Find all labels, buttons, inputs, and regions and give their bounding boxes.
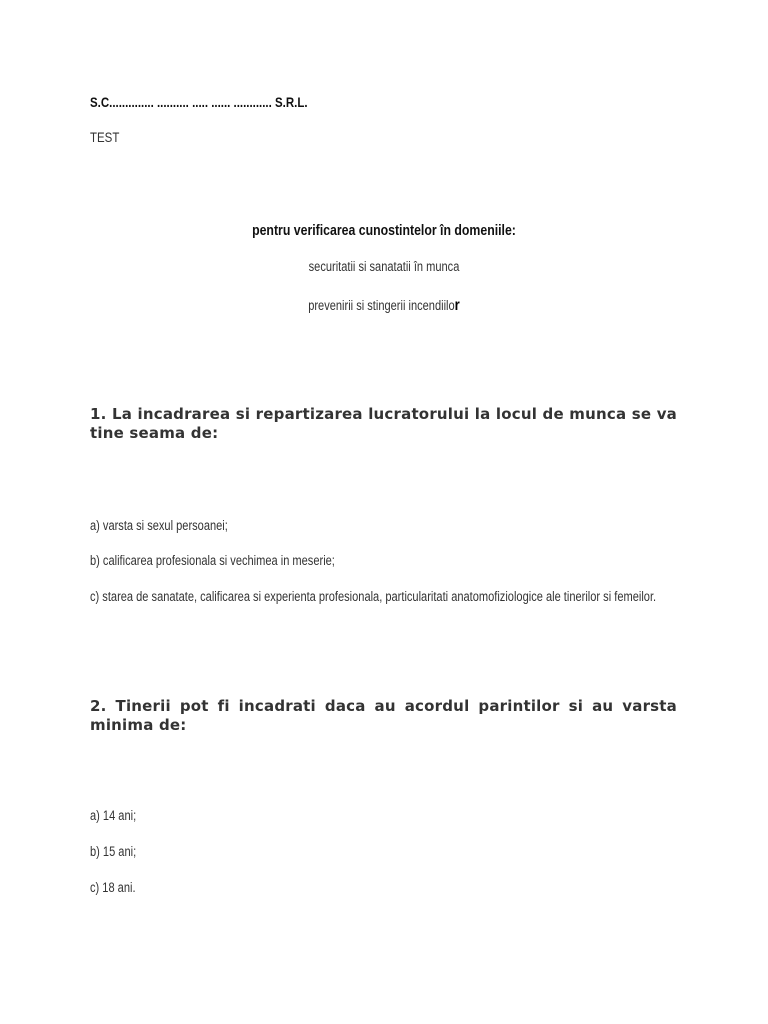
question-2: 2. Tinerii pot fi incadrati daca au acordul parintilor si au varsta minima de: [90, 697, 677, 734]
question-1-answer-b: b) calificarea profesionala si vechimea in meserie; [90, 553, 335, 568]
domain-item-fire [69, 297, 699, 315]
document-type: TEST [90, 129, 120, 145]
domain-item-fire-last-letter: r [454, 297, 460, 314]
question-1-answer-c: c) starea de sanatate, calificarea si experienta profesionala, particularitati anatomofiziologice ale tinerilor si femeilor. [90, 589, 657, 604]
company-name: S.C.............. .......... ..... ...... ............ S.R.L. [90, 94, 308, 110]
question-2-answer-a: a) 14 ani; [90, 808, 137, 823]
question-2-answer-b: b) 15 ani; [90, 844, 137, 859]
domain-item-safety: securitatii si sanatatii în munca [308, 259, 460, 274]
domain-item-fire-text: prevenirii si stingerii incendiilo [308, 298, 455, 313]
question-1: 1. La incadrarea si repartizarea lucratorului la locul de munca se va tine seama de: [90, 405, 677, 442]
test-subtitle: pentru verificarea cunostintelor în domeniile: [252, 222, 516, 239]
question-1-answer-a: a) varsta si sexul persoanei; [90, 518, 228, 533]
question-2-answer-c: c) 18 ani. [90, 880, 136, 895]
